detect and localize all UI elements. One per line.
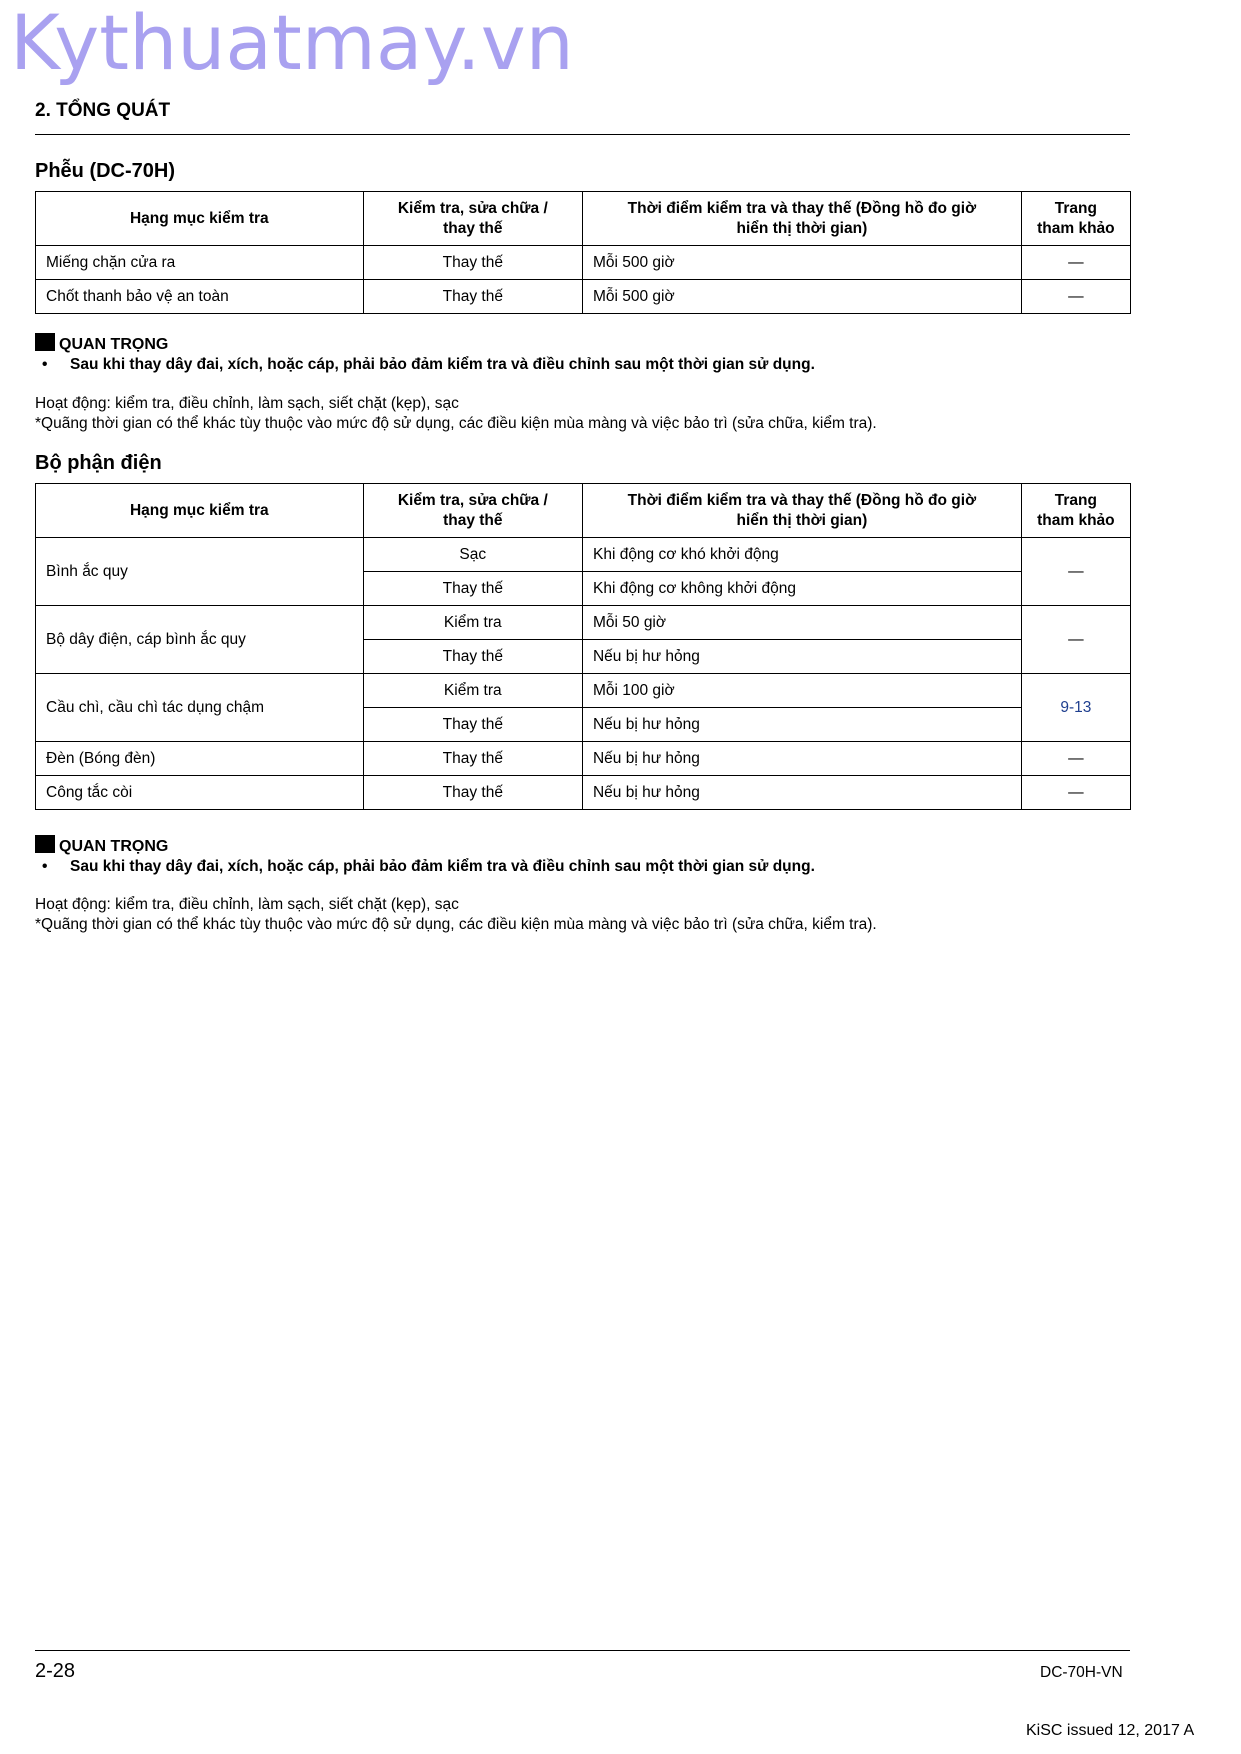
cell-action: Kiểm tra: [363, 674, 582, 708]
cell-timing: Mỗi 500 giờ: [582, 280, 1021, 314]
cell-action: Thay thế: [363, 708, 582, 742]
cell-ref: —: [1021, 606, 1130, 674]
table-row: [36, 246, 1131, 280]
cell-ref: [1021, 674, 1130, 742]
cell-action: Thay thế: [363, 640, 582, 674]
table-row: [36, 776, 1131, 810]
section-title: 2. TỔNG QUÁT: [35, 100, 171, 121]
cell-timing: Mỗi 100 giờ: [582, 674, 1021, 708]
cell-timing: Khi động cơ khó khởi động: [582, 538, 1021, 572]
cell-timing: Mỗi 50 giờ: [582, 606, 1021, 640]
cell-action: Thay thế: [363, 776, 582, 810]
page-number: 2-28: [35, 1660, 76, 1682]
table-row: [36, 674, 1131, 708]
cell-timing: Nếu bị hư hỏng: [582, 742, 1021, 776]
activity-note: Hoạt động: kiểm tra, điều chỉnh, làm sạch, siết chặt (kẹp), sạc *Quãng thời gian có thể khác tùy thuộc vào mức độ sử dụng, các điều kiện mùa màng và việc bảo trì (sửa chữa, kiểm tra).: [35, 896, 877, 933]
cell-item: Bộ dây điện, cáp bình ắc quy: [36, 606, 364, 674]
table-title-electrical: Bộ phận điện: [35, 452, 162, 474]
cell-item: Cầu chì, cầu chì tác dụng chậm: [36, 674, 364, 742]
header-action: Kiểm tra, sửa chữa / thay thế: [363, 192, 582, 246]
important-square-icon: [35, 333, 55, 351]
cell-ref: —: [1021, 776, 1130, 810]
cell-action: Thay thế: [363, 280, 582, 314]
header-timing: Thời điểm kiểm tra và thay thế (Đồng hồ đo giờ hiển thị thời gian): [582, 484, 1021, 538]
cell-item: Công tắc còi: [36, 776, 364, 810]
cell-ref: —: [1021, 538, 1130, 606]
header-ref: Trang tham khảo: [1021, 484, 1130, 538]
activity-note: Hoạt động: kiểm tra, điều chỉnh, làm sạch, siết chặt (kẹp), sạc *Quãng thời gian có thể khác tùy thuộc vào mức độ sử dụng, các điều kiện mùa màng và việc bảo trì (sửa chữa, kiểm tra).: [35, 395, 877, 432]
table-header-row: [36, 484, 1131, 538]
cell-timing: Nếu bị hư hỏng: [582, 776, 1021, 810]
header-item: Hạng mục kiểm tra: [36, 484, 364, 538]
important-label: QUAN TRỌNG: [35, 333, 168, 354]
issue-info: KiSC issued 12, 2017 A: [1026, 1722, 1195, 1739]
cell-action: Kiểm tra: [363, 606, 582, 640]
footer-divider: [35, 1650, 1130, 1651]
cell-action: Thay thế: [363, 246, 582, 280]
cell-item: Chốt thanh bảo vệ an toàn: [36, 280, 364, 314]
cell-timing: Mỗi 500 giờ: [582, 246, 1021, 280]
cell-action: Thay thế: [363, 572, 582, 606]
header-divider: [35, 134, 1130, 135]
electrical-table: [35, 483, 1131, 810]
table-row: [36, 606, 1131, 640]
hopper-table: [35, 191, 1131, 314]
important-bullet: • Sau khi thay dây đai, xích, hoặc cáp, phải bảo đảm kiểm tra và điều chỉnh sau một thời gian sử dụng.: [42, 356, 815, 373]
cell-ref: —: [1021, 280, 1130, 314]
cell-item: Miếng chặn cửa ra: [36, 246, 364, 280]
table-header-row: [36, 192, 1131, 246]
header-item: Hạng mục kiểm tra: [36, 192, 364, 246]
watermark-logo: Kythuatmay.vn: [10, 0, 574, 87]
cell-item: Đèn (Bóng đèn): [36, 742, 364, 776]
page-ref-link[interactable]: 9-13: [1060, 698, 1092, 716]
model-code: DC-70H-VN: [1040, 1664, 1123, 1681]
cell-ref: —: [1021, 742, 1130, 776]
important-bullet: • Sau khi thay dây đai, xích, hoặc cáp, phải bảo đảm kiểm tra và điều chỉnh sau một thời gian sử dụng.: [42, 858, 815, 875]
header-timing: Thời điểm kiểm tra và thay thế (Đồng hồ đo giờ hiển thị thời gian): [582, 192, 1021, 246]
cell-ref: —: [1021, 246, 1130, 280]
header-ref: Trang tham khảo: [1021, 192, 1130, 246]
table-row: [36, 742, 1131, 776]
table-row: [36, 538, 1131, 572]
cell-timing: Khi động cơ không khởi động: [582, 572, 1021, 606]
important-label: QUAN TRỌNG: [35, 835, 168, 856]
cell-item: Bình ắc quy: [36, 538, 364, 606]
cell-action: Thay thế: [363, 742, 582, 776]
cell-timing: Nếu bị hư hỏng: [582, 708, 1021, 742]
header-action: Kiểm tra, sửa chữa / thay thế: [363, 484, 582, 538]
table-row: [36, 280, 1131, 314]
table-title-hopper: Phễu (DC-70H): [35, 160, 176, 182]
cell-timing: Nếu bị hư hỏng: [582, 640, 1021, 674]
cell-action: Sạc: [363, 538, 582, 572]
important-square-icon: [35, 835, 55, 853]
